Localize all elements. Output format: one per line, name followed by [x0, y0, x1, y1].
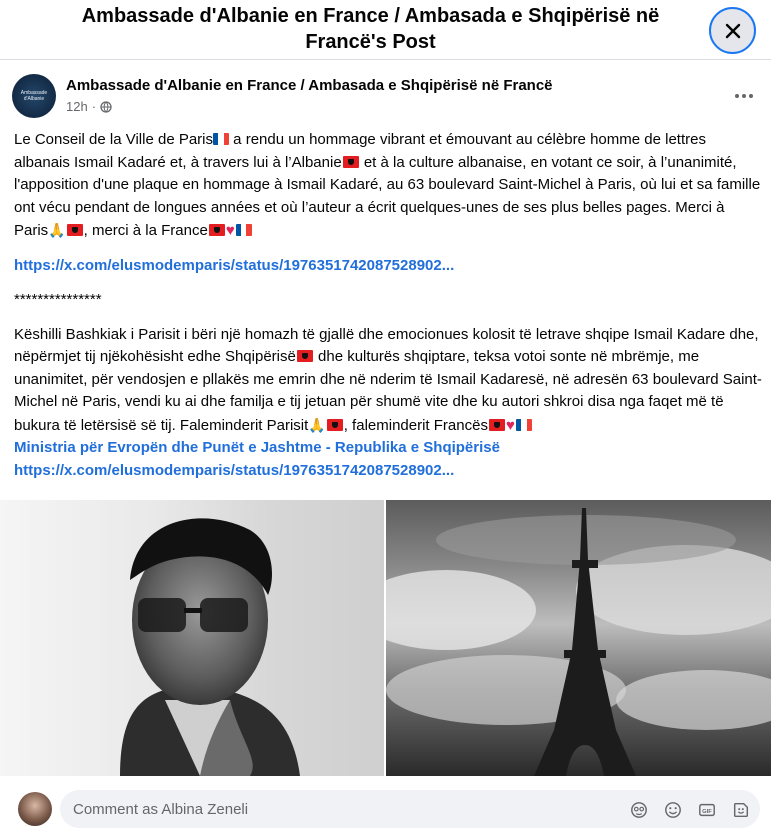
- post-photos: [0, 500, 771, 776]
- comment-icons: [629, 800, 751, 820]
- post-meta: [66, 99, 112, 114]
- eiffel-illustration: [386, 500, 771, 776]
- post-text: [14, 129, 762, 482]
- heart-icon: ♥: [505, 416, 515, 434]
- photo-eiffel-tower[interactable]: [386, 500, 771, 776]
- ministry-link[interactable]: Ministria për Evropën dhe Punët e Jashtme - Republika e Shqipërisë: [14, 439, 500, 456]
- france-flag-icon: [213, 133, 229, 145]
- albania-flag-icon: [343, 156, 359, 168]
- albania-flag-icon: [209, 224, 225, 236]
- avatar-sticker-icon[interactable]: [629, 800, 649, 820]
- more-dot-icon: [742, 94, 746, 98]
- text-segment: Le Conseil de la Ville de Paris: [14, 131, 214, 148]
- close-icon: [724, 22, 742, 40]
- gif-icon[interactable]: [697, 800, 717, 820]
- more-dot-icon: [735, 94, 739, 98]
- pray-icon: 🙏: [48, 222, 66, 238]
- albania-flag-icon: [327, 419, 343, 431]
- avatar-text: Ambassade d'Albanie: [20, 90, 48, 102]
- x-status-link-fr[interactable]: https://x.com/elusmodemparis/status/1976351742087528902...: [14, 256, 455, 274]
- text-segment: a rendu un hommage vibrant et émouvant au célèbre homme de lettres albanais Ismail Kadaré et, à travers lui à l’Albanie: [14, 131, 706, 171]
- comment-bar: [0, 782, 771, 822]
- dialog-header: [0, 0, 771, 60]
- post-time[interactable]: 12h: [66, 99, 88, 114]
- svg-text:GIF: GIF: [702, 809, 712, 816]
- more-options-button[interactable]: [726, 82, 762, 110]
- page-avatar[interactable]: [12, 74, 56, 118]
- text-segment: Këshilli Bashkiak i Parisit i bëri një homazh të gjallë dhe emocionues kolosit të letrave shqipe Ismail Kadare dhe, nëpërmjet tij njëkohësisht edhe Shqipërisë: [14, 325, 759, 365]
- more-dot-icon: [749, 94, 753, 98]
- comment-input[interactable]: Comment as Albina Zeneli: [60, 790, 760, 828]
- text-segment: , merci à la France: [83, 222, 208, 239]
- pray-icon: 🙏: [308, 416, 326, 433]
- text-segment: et à la culture albanaise, en votant ce soir, à l’unanimité, l'apposition d'une plaque en hommage à Ismail Kadaré, au 63 boulevard Saint-Michel à Paris, où lui et sa famille ont vécu pendant de longues années et où l’auteur a écrit quelques-unes de ses plus belles pages. Merci à Paris: [14, 153, 761, 239]
- page-name-link[interactable]: Ambassade d'Albanie en France / Ambasada e Shqipërisë në Francë: [66, 77, 553, 94]
- france-flag-icon: [516, 419, 532, 431]
- user-avatar[interactable]: [18, 792, 52, 826]
- sticker-icon[interactable]: [731, 800, 751, 820]
- dialog-title: Ambassade d'Albanie en France / Ambasada e Shqipërisë në Francë's Post: [81, 5, 660, 53]
- text-segment: dhe kulturës shqiptare, teksa votoi sonte në mbrëmje, me unanimitet, për vendosjen e pllakës me emrin dhe në nderim të Ismail Kadaresë, në adresën 63 boulevard Saint-Michel në Paris, vendi ku ai dhe familja e tij jetuan për shumë vite dhe ku autori shkroi disa nga faqet më të bukura të letërsisë së tij. Faleminderit Parisit: [14, 348, 762, 434]
- close-button[interactable]: [709, 7, 756, 54]
- post-paragraph-fr: [14, 129, 762, 243]
- france-flag-icon: [236, 224, 252, 236]
- divider-text: ***************: [14, 291, 102, 308]
- meta-separator: ·: [91, 99, 97, 114]
- globe-icon: [100, 101, 112, 113]
- emoji-icon[interactable]: [663, 800, 683, 820]
- post-paragraph-sq: [14, 324, 762, 438]
- heart-icon: ♥: [225, 222, 235, 239]
- albania-flag-icon: [297, 350, 313, 362]
- x-status-link-sq[interactable]: https://x.com/elusmodemparis/status/1976351742087528902...: [14, 461, 455, 479]
- photo-kadare[interactable]: [0, 500, 384, 776]
- text-segment: , faleminderit Francës: [343, 416, 488, 434]
- post-header: [12, 70, 762, 122]
- albania-flag-icon: [67, 224, 83, 236]
- portrait-illustration: [0, 500, 384, 776]
- albania-flag-icon: [489, 419, 505, 431]
